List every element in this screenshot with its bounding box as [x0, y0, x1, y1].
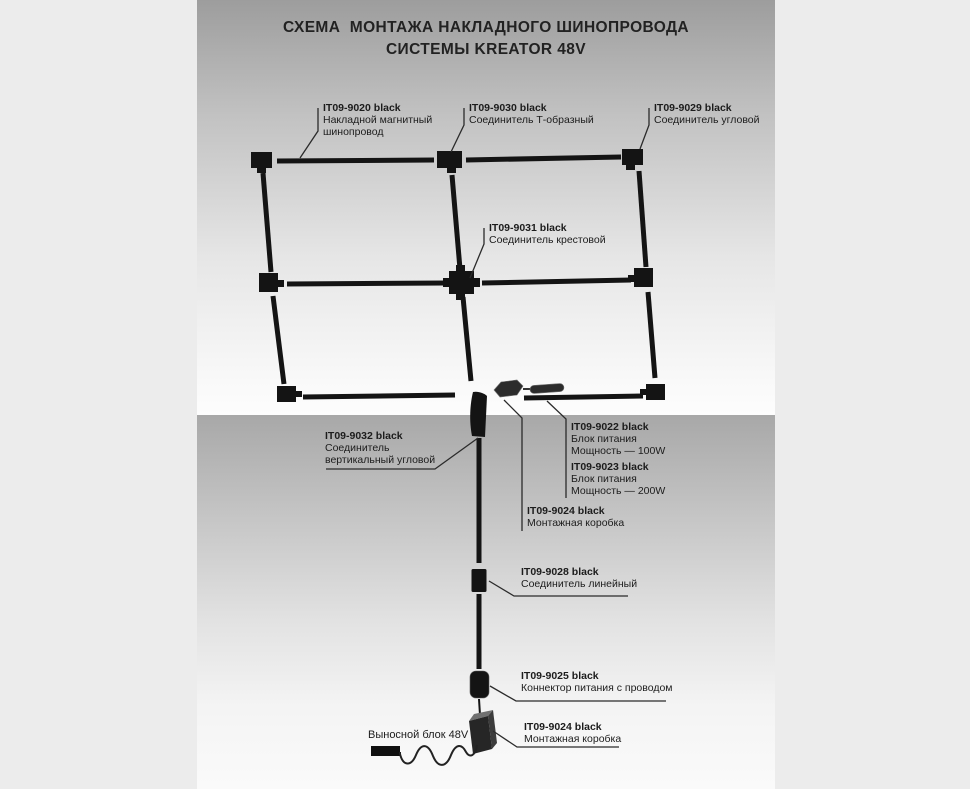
part-desc: Соединитель линейный — [521, 578, 638, 590]
leader-cross-connector — [470, 228, 484, 278]
part-code: IT09-9022 black — [571, 421, 649, 433]
power-supply-unit-icon — [494, 380, 523, 397]
label-remote-block: Выносной блок 48V — [368, 729, 469, 741]
part-code: IT09-9024 black — [524, 721, 602, 733]
track-segment — [648, 292, 655, 378]
label-corner-connector — [654, 102, 759, 126]
track-segment — [639, 171, 646, 267]
feed-wire — [479, 699, 480, 715]
cross-connector — [443, 265, 480, 300]
track-segment — [263, 173, 271, 272]
part-desc: Мощность — 200W — [571, 485, 666, 497]
leader-t-connector — [451, 108, 464, 152]
part-desc: Накладной магнитный — [323, 114, 433, 126]
label-t-connector — [469, 102, 594, 126]
label-mounting-box-bottom — [524, 721, 621, 745]
linear-connector — [472, 569, 487, 592]
t-connector-mid-right — [628, 268, 653, 287]
part-desc: Соединитель — [325, 442, 390, 454]
t-connector-top — [437, 151, 462, 173]
part-desc: Соединитель крестовой — [489, 234, 606, 246]
label-power-connector — [521, 670, 673, 694]
label-psu-100w — [571, 421, 665, 457]
label-busbar — [323, 102, 432, 138]
track-segment — [463, 297, 471, 381]
label-mounting-box-top — [527, 505, 624, 529]
part-desc: Мощность — 100W — [571, 445, 666, 457]
title-line-2: СИСТЕМЫ KREATOR 48V — [385, 41, 587, 58]
part-desc: Монтажная коробка — [524, 733, 622, 745]
track-segment — [482, 280, 631, 283]
track-segment — [303, 395, 455, 397]
label-linear-connector — [521, 566, 637, 590]
part-desc: Блок питания — [571, 473, 637, 485]
remote-block-icon — [371, 746, 400, 756]
part-desc: Соединитель угловой — [654, 114, 760, 126]
track-segment — [466, 157, 621, 160]
part-code: IT09-9020 black — [323, 102, 401, 114]
part-desc: шинопровод — [323, 126, 384, 138]
track-segment — [524, 396, 643, 398]
part-code: IT09-9032 black — [325, 430, 403, 442]
leader-psu — [547, 401, 566, 498]
part-desc: Блок питания — [571, 433, 637, 445]
part-code: IT09-9023 black — [571, 461, 649, 473]
mounting-box-front-face — [469, 716, 492, 754]
part-code: IT09-9024 black — [527, 505, 605, 517]
corner-connector-top-right — [622, 149, 643, 170]
label-psu-200w — [571, 461, 665, 497]
corner-connector-row3-left — [277, 386, 302, 402]
leader-corner-connector — [640, 108, 649, 149]
part-code: IT09-9031 black — [489, 222, 567, 234]
part-code: IT09-9028 black — [521, 566, 599, 578]
leader-busbar — [300, 108, 318, 158]
power-supply-units — [494, 380, 564, 397]
power-cable — [400, 745, 477, 765]
part-code: IT09-9029 black — [654, 102, 732, 114]
t-connector-mid-left — [259, 273, 284, 292]
power-feed-connector — [470, 671, 489, 698]
power-supply-driver-icon — [530, 383, 564, 393]
corner-connector-top-left — [251, 152, 272, 173]
track-segment — [273, 296, 284, 384]
vertical-corner-connector — [470, 392, 487, 437]
leader-mounting-box-top — [504, 400, 522, 531]
track-segment — [287, 283, 446, 284]
part-code: IT09-9025 black — [521, 670, 599, 682]
corner-connector-row3-right — [640, 384, 665, 400]
part-code: IT09-9030 black — [469, 102, 547, 114]
part-desc: Коннектор питания с проводом — [521, 682, 673, 694]
part-desc: вертикальный угловой — [325, 454, 436, 466]
label-vertical-corner — [325, 430, 435, 466]
title-line-1: СХЕМА МОНТАЖА НАКЛАДНОГО ШИНОПРОВОДА — [282, 19, 690, 36]
track-segment — [452, 175, 460, 269]
part-desc: Монтажная коробка — [527, 517, 625, 529]
label-cross-connector — [489, 222, 606, 246]
part-desc: Соединитель Т-образный — [469, 114, 594, 126]
track-segment — [277, 160, 434, 161]
